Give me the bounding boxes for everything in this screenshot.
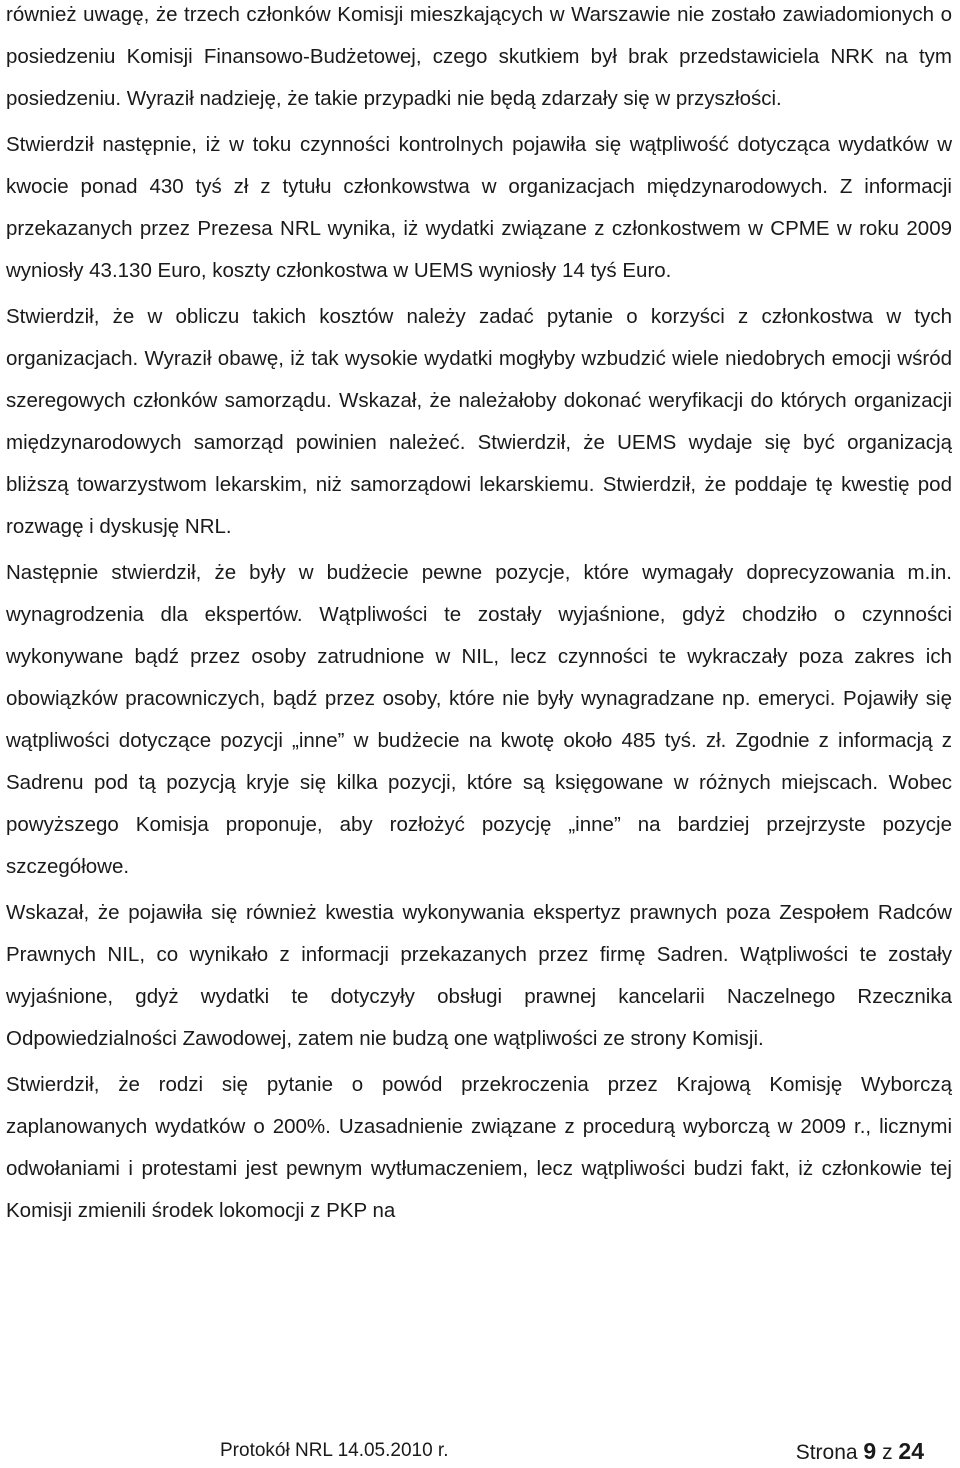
page-footer [0,1438,960,1468]
paragraph-1: również uwagę, że trzech członków Komisji mieszkających w Warszawie nie zostało zawiadomionych o posiedzeniu Komisji Finansowo-Budżetowej, czego skutkiem był brak przedstawiciela NRK na tym posiedzeniu. Wyraził nadzieję, że takie przypadki nie będą zdarzały się w przyszłości. [6,3,952,110]
paragraph-3: Stwierdził, że w obliczu takich kosztów należy zadać pytanie o korzyści z członkostwa w tych organizacjach. Wyraził obawę, iż tak wysokie wydatki mogłyby wzbudzić wiele niedobrych emocji wśród szeregowych członków samorządu. Wskazał, że należałoby dokonać weryfikacji do których organizacji międzynarodowych samorząd powinien należeć. Stwierdził, że UEMS wydaje się być organizacją bliższą towarzystwom lekarskim, niż samorządowi lekarskiemu. Stwierdził, że poddaje tę kwestię pod rozwagę i dyskusję NRL. [6,305,952,538]
footer-page-total: 24 [898,1438,924,1464]
paragraph-4: Następnie stwierdził, że były w budżecie pewne pozycje, które wymagały doprecyzowania m.in. wynagrodzenia dla ekspertów. Wątpliwości te zostały wyjaśnione, gdyż chodziło o czynności wykonywane bądź przez osoby zatrudnione w NIL, lecz czynności te wykraczały poza zakres ich obowiązków pracowniczych, bądź przez osoby, które nie były wynagradzane np. emeryci. Pojawiły się wątpliwości dotyczące pozycji „inne” w budżecie na kwotę około 485 tyś. zł. Zgodnie z informacją z Sadrenu pod tą pozycją kryje się kilka pozycji, które są księgowane w różnych miejscach. Wobec powyższego Komisja proponuje, aby rozłożyć pozycję „inne” na bardziej przejrzyste pozycje szczegółowe. [6,561,952,878]
footer-page-number [796,1438,924,1465]
document-body [6,0,952,1236]
paragraph-5: Wskazał, że pojawiła się również kwestia wykonywania ekspertyz prawnych poza Zespołem Radców Prawnych NIL, co wynikało z informacji przekazanych przez firmę Sadren. Wątpliwości te zostały wyjaśnione, gdyż wydatki te dotyczyły obsługi prawnej kancelarii Naczelnego Rzecznika Odpowiedzialności Zawodowej, zatem nie budzą one wątpliwości ze strony Komisji. [6,901,952,1050]
footer-page-word: Strona [795,1441,858,1464]
footer-page-of: z [882,1441,893,1464]
footer-protocol: Protokół NRL 14.05.2010 r. [220,1440,449,1461]
footer-page-current: 9 [863,1438,877,1464]
paragraph-2: Stwierdził następnie, iż w toku czynności kontrolnych pojawiła się wątpliwość dotycząca wydatków w kwocie ponad 430 tyś zł z tytułu członkowstwa w organizacjach międzynarodowych. Z informacji przekazanych przez Prezesa NRL wynika, iż wydatki związane z członkostwem w CPME w roku 2009 wyniosły 43.130 Euro, koszty członkostwa w UEMS wyniosły 14 tyś Euro. [6,133,952,282]
paragraph-6: Stwierdził, że rodzi się pytanie o powód przekroczenia przez Krajową Komisję Wyborczą zaplanowanych wydatków o 200%. Uzasadnienie związane z procedurą wyborczą w 2009 r., licznymi odwołaniami i protestami jest pewnym wytłumaczeniem, lecz wątpliwości budzi fakt, iż członkowie tej Komisji zmienili środek lokomocji z PKP na [6,1073,952,1222]
